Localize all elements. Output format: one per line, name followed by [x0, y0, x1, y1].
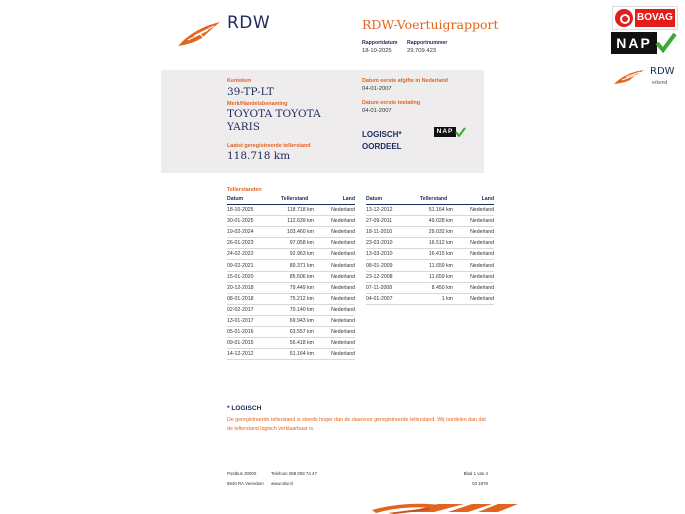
row-stand: 8.450 km [410, 282, 464, 293]
row-date: 13-03-2010 [366, 249, 410, 260]
table-row [366, 216, 494, 227]
report-date-label: Rapportdatum [362, 40, 398, 46]
table-row [227, 304, 355, 315]
nap-check-icon [655, 32, 677, 54]
table-row [227, 205, 355, 216]
row-stand: 1 km [410, 293, 464, 304]
row-date: 09-01-2015 [227, 338, 271, 349]
row-date: 08-01-2009 [366, 260, 410, 271]
row-land: Nederland [325, 293, 355, 304]
rdw-erkend-sub: erkend [652, 80, 668, 86]
row-land: Nederland [325, 216, 355, 227]
first-admission-label: Datum eerste afgifte in Nederland [362, 78, 448, 84]
table-row [227, 238, 355, 249]
row-land: Nederland [325, 349, 355, 360]
row-stand: 56.418 km [271, 338, 325, 349]
last-odometer-value: 118.718 km [227, 150, 291, 162]
row-stand: 85.506 km [271, 271, 325, 282]
row-stand: 103.460 km [271, 227, 325, 238]
col-header-date: Datum [366, 195, 410, 205]
bovag-icon-inner [620, 14, 630, 24]
row-stand: 51.164 km [410, 205, 464, 216]
row-land: Nederland [464, 249, 494, 260]
row-date: 08-01-2018 [227, 293, 271, 304]
plate-value: 39-TP-LT [227, 86, 274, 98]
col-header-stand: Tellerstand [271, 195, 325, 205]
footer-page: Blad 1 van 4 [463, 471, 488, 476]
row-land: Nederland [464, 293, 494, 304]
table-row [366, 260, 494, 271]
footer-web: www.rdw.nl [271, 481, 293, 486]
table-row [227, 260, 355, 271]
row-date: 27-09-2011 [366, 216, 410, 227]
verdict [362, 129, 402, 153]
make-label: Merk/Handelsbenaming [227, 101, 288, 107]
table-row [227, 271, 355, 282]
col-header-stand: Tellerstand [410, 195, 464, 205]
row-date: 14-12-2012 [227, 349, 271, 360]
bovag-badge [612, 6, 678, 30]
row-land: Nederland [464, 216, 494, 227]
verdict-line2: OORDEEL [362, 142, 402, 151]
bovag-label: BOVAG [635, 9, 675, 27]
rdw-logo-icon [176, 20, 222, 48]
report-title: RDW-Voertuigrapport [362, 17, 499, 32]
row-date: 18-10-2025 [227, 205, 271, 216]
table-row [227, 293, 355, 304]
row-stand: 118.718 km [271, 205, 325, 216]
nap-small-badge [434, 127, 466, 138]
row-land: Nederland [325, 338, 355, 349]
row-stand: 11.659 km [410, 260, 464, 271]
row-land: Nederland [325, 304, 355, 315]
row-stand: 89.371 km [271, 260, 325, 271]
rdw-erkend-brand: RDW [650, 66, 675, 77]
row-land: Nederland [325, 249, 355, 260]
table-row [366, 271, 494, 282]
make-value-line2: YARIS [227, 121, 260, 133]
odometer-table-left [227, 195, 355, 360]
row-date: 26-01-2023 [227, 238, 271, 249]
row-land: Nederland [325, 271, 355, 282]
footnote-text: De geregistreerde tellerstand is steeds hoger dan de daarvoor geregistreerde tellerstand. Wij oordelen dan dat de tellerstand logisch verklaarbaar is. [227, 417, 486, 432]
row-stand: 51.164 km [271, 349, 325, 360]
row-date: 05-01-2016 [227, 327, 271, 338]
table-header-row [227, 195, 355, 205]
table-row [366, 282, 494, 293]
footer-stripes-decoration [368, 500, 528, 514]
nap-label: NAP [611, 32, 657, 54]
table-row [366, 293, 494, 304]
row-stand: 63.557 km [271, 327, 325, 338]
table-row [227, 282, 355, 293]
brand-title: RDW [227, 13, 271, 33]
row-stand: 97.058 km [271, 238, 325, 249]
table-row [366, 249, 494, 260]
row-land: Nederland [325, 227, 355, 238]
row-land: Nederland [464, 271, 494, 282]
rdw-erkend-badge [612, 64, 678, 90]
row-date: 13-12-2012 [366, 205, 410, 216]
table-row [227, 216, 355, 227]
row-land: Nederland [325, 315, 355, 326]
row-date: 30-01-2025 [227, 216, 271, 227]
col-header-land: Land [464, 195, 494, 205]
row-stand: 92.963 km [271, 249, 325, 260]
vehicle-panel [161, 70, 484, 173]
row-date: 15-01-2020 [227, 271, 271, 282]
footer-code: 03 1878 [472, 481, 488, 486]
row-stand: 16.512 km [410, 238, 464, 249]
row-date: 18-11-2010 [366, 227, 410, 238]
row-land: Nederland [464, 227, 494, 238]
odometer-table-right [366, 195, 494, 305]
table-header-row [366, 195, 494, 205]
table-row [227, 249, 355, 260]
row-stand: 79.449 km [271, 282, 325, 293]
row-date: 07-11-2008 [366, 282, 410, 293]
row-date: 23-12-2008 [366, 271, 410, 282]
plate-label: Kenteken [227, 78, 252, 84]
first-registration-value: 04-01-2007 [362, 108, 392, 114]
table-row [366, 205, 494, 216]
row-land: Nederland [325, 327, 355, 338]
row-land: Nederland [464, 238, 494, 249]
nap-badge [611, 32, 677, 56]
report-date-value: 18-10-2025 [362, 48, 392, 54]
row-land: Nederland [325, 282, 355, 293]
row-date: 02-02-2017 [227, 304, 271, 315]
verdict-line1: LOGISCH* [362, 130, 402, 139]
row-stand: 29.032 km [410, 227, 464, 238]
table-row [227, 227, 355, 238]
first-admission-value: 04-01-2007 [362, 86, 392, 92]
row-stand: 16.415 km [410, 249, 464, 260]
table-row [227, 315, 355, 326]
footer-phone: Telefoon 088 008 74 47 [271, 471, 317, 476]
row-stand: 11.659 km [410, 271, 464, 282]
nap-small-label: NAP [434, 127, 456, 137]
row-land: Nederland [325, 260, 355, 271]
row-date: 23-03-2010 [366, 238, 410, 249]
table-row [366, 227, 494, 238]
table-row [227, 349, 355, 360]
row-land: Nederland [325, 238, 355, 249]
col-header-land: Land [325, 195, 355, 205]
table-row [227, 338, 355, 349]
row-date: 20-12-2018 [227, 282, 271, 293]
table-row [227, 327, 355, 338]
report-number-value: 29.709.423 [407, 48, 437, 54]
row-stand: 69.943 km [271, 315, 325, 326]
first-registration-label: Datum eerste toelating [362, 100, 421, 106]
make-value-line1: TOYOTA TOYOTA [227, 108, 321, 120]
row-date: 19-02-2024 [227, 227, 271, 238]
odometer-title: Tellerstanden [227, 187, 262, 193]
row-date: 13-01-2017 [227, 315, 271, 326]
row-land: Nederland [464, 260, 494, 271]
col-header-date: Datum [227, 195, 271, 205]
row-land: Nederland [464, 282, 494, 293]
table-row [366, 238, 494, 249]
row-land: Nederland [464, 205, 494, 216]
report-number-label: Rapportnummer [407, 40, 448, 46]
row-date: 24-02-2022 [227, 249, 271, 260]
row-stand: 75.212 km [271, 293, 325, 304]
nap-small-check-icon [455, 127, 466, 137]
row-stand: 49.028 km [410, 216, 464, 227]
footer-address1: Postbus 30000 [227, 471, 257, 476]
last-odometer-label: Laatst geregistreerde tellerstand [227, 143, 311, 149]
rdw-erkend-icon [612, 68, 646, 86]
row-stand: 112.639 km [271, 216, 325, 227]
row-stand: 70.140 km [271, 304, 325, 315]
row-date: 04-01-2007 [366, 293, 410, 304]
footnote-title: * LOGISCH [227, 405, 262, 412]
row-land: Nederland [325, 205, 355, 216]
row-date: 09-02-2021 [227, 260, 271, 271]
footer-address2: 9640 RA Veendam [227, 481, 264, 486]
